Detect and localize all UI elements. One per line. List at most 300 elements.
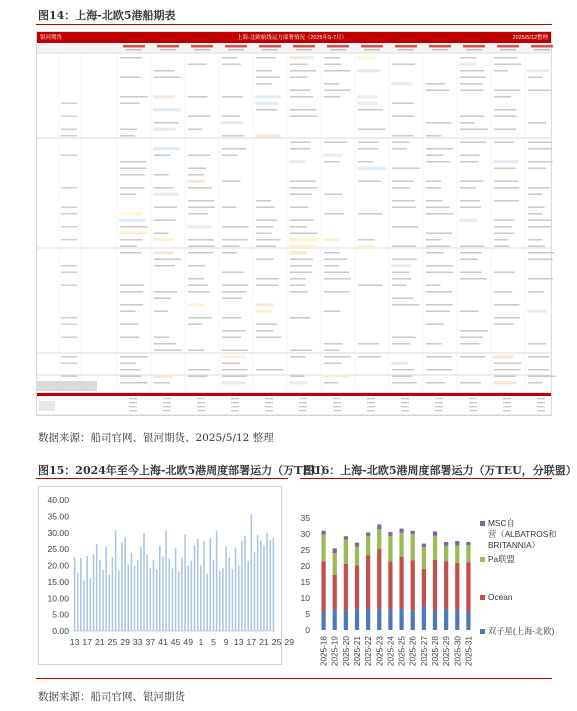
stacked-bar-segment [455,563,459,610]
schedule-cell [290,187,318,189]
schedule-summary-label [37,381,97,391]
x-tick-label: 29 [284,637,294,647]
schedule-cell [460,207,481,209]
stacked-bar-segment [411,611,415,630]
y-tick-label: 10 [300,593,310,603]
schedule-cell [154,291,177,293]
schedule-cell [494,246,509,248]
schedule-cell [188,168,206,170]
stacked-bar-segment [422,569,426,606]
schedule-cell [222,298,242,300]
bar [247,561,249,631]
stacked-bar-segment [388,609,392,630]
schedule-cell [528,226,551,228]
schedule-cell [460,122,475,124]
schedule-cell [358,285,382,287]
bar [213,560,215,631]
schedule-header-mark [259,45,281,48]
bar [102,570,104,631]
stacked-bar-segment [366,536,370,555]
schedule-cell [426,187,441,189]
schedule-cell [358,161,373,163]
schedule-cell [426,246,450,248]
y-tick-label: 20.00 [47,560,69,571]
stacked-bar-segment [444,561,448,609]
figure15-chart-frame [38,486,294,665]
schedule-cell-highlight [357,95,377,99]
schedule-cell [392,103,414,105]
schedule-cell [290,194,312,196]
stacked-bar-segment [444,542,448,546]
schedule-row-label [61,226,77,227]
schedule-cell [324,265,339,267]
schedule-cell [120,135,135,137]
stacked-bar-segment [411,531,415,535]
stacked-bar-segment [422,606,426,630]
schedule-cell [392,376,412,378]
schedule-summary-cell [503,398,511,399]
schedule-row-label [61,376,77,377]
schedule-cell [120,226,148,228]
schedule-cell [494,376,516,378]
schedule-cell [392,285,406,287]
schedule-cell [188,207,215,209]
schedule-row-label [61,135,77,136]
schedule-cell [188,116,211,118]
schedule-cell [154,174,169,176]
schedule-cell-highlight [493,355,514,359]
schedule-cell [494,363,522,365]
schedule-cell [188,200,214,202]
schedule-table [36,31,552,416]
schedule-cell [256,278,279,280]
bar [156,569,158,631]
schedule-cell [256,207,275,209]
schedule-cell [154,343,176,345]
schedule-cell-highlight [153,375,173,379]
schedule-cell [392,343,410,345]
schedule-cell [290,376,305,378]
schedule-summary-cell [503,406,511,407]
schedule-cell [222,181,241,183]
schedule-row-label [61,116,77,117]
schedule-cell [460,252,482,254]
schedule-cell [392,148,407,150]
stacked-bar-segment [344,611,348,630]
bar [260,541,262,631]
stacked-bar-segment [377,609,381,630]
bar [86,556,88,631]
schedule-row-label [61,337,77,338]
schedule-cell [188,265,205,267]
schedule-header-mark [191,45,213,48]
schedule-cell [528,239,542,241]
bar [162,557,164,631]
schedule-cell [290,90,310,92]
bar [140,547,142,631]
schedule-summary-cell [469,402,477,403]
schedule-cell [120,77,141,79]
schedule-summary-cell [435,406,443,407]
schedule-cell [120,129,137,131]
legend-label: Pa联盟 [488,554,515,564]
stacked-bar-segment [455,610,459,630]
schedule-cell [290,142,310,144]
schedule-cell [460,278,487,280]
schedule-header-mark [463,45,485,48]
schedule-cell [324,311,340,313]
schedule-header-mark [432,49,448,50]
schedule-cell-highlight [255,134,281,138]
bar [74,557,76,631]
schedule-cell-highlight [323,238,340,242]
schedule-summary-cell [265,402,273,403]
bar [105,547,107,631]
schedule-cell [120,57,142,59]
schedule-cell [358,356,381,358]
schedule-cell [154,265,175,267]
schedule-row-label [61,363,77,364]
bar [115,530,117,631]
schedule-cell [188,317,212,319]
schedule-summary-cell [367,402,375,403]
legend-label-line: MSC自 [488,518,515,528]
schedule-cell-highlight [119,212,143,216]
schedule-cell [528,161,553,163]
schedule-cell [392,207,416,209]
schedule-cell [358,213,382,215]
schedule-summary-cell [401,398,409,399]
schedule-cell [256,259,274,261]
schedule-cell-highlight [221,381,246,385]
schedule-cell [358,181,381,183]
bar [228,557,230,631]
schedule-header-mark [330,49,346,50]
schedule-cell [324,382,338,384]
schedule-summary-cell [265,406,273,407]
stacked-bar-segment [377,549,381,609]
schedule-cell [528,246,545,248]
schedule-cell [426,252,444,254]
bar [254,552,256,631]
schedule-cell [528,369,549,371]
schedule-cell [392,337,416,339]
schedule-row-label [61,187,77,188]
schedule-cell [290,285,305,287]
schedule-cell [154,337,169,339]
schedule-cell [120,252,142,254]
schedule-cell [358,239,375,241]
schedule-legend-block [39,401,55,411]
schedule-summary-cell [537,398,545,399]
schedule-cell [120,356,148,358]
schedule-cell [120,161,146,163]
schedule-cell [188,129,202,131]
bar [194,545,196,631]
schedule-cell [494,96,511,98]
schedule-cell [460,272,482,274]
x-tick-label: 41 [158,637,168,647]
schedule-summary-cell [537,402,545,403]
bar [187,566,189,632]
y-tick-label: 35 [300,513,310,523]
bar [150,568,152,631]
schedule-cell [324,83,339,85]
schedule-cell [256,239,281,241]
schedule-cell [324,96,340,98]
schedule-cell [222,330,245,332]
schedule-cell [460,337,483,339]
schedule-header-mark [194,49,210,50]
schedule-cell [392,168,420,170]
schedule-cell [188,376,207,378]
schedule-summary-cell [299,398,307,399]
x-tick-label: 2025-19 [330,636,340,667]
schedule-cell [494,57,517,59]
schedule-cell [290,64,307,66]
schedule-header-mark [327,45,349,48]
schedule-cell-highlight [289,251,306,255]
schedule-header-mark [534,49,550,50]
schedule-cell-highlight [289,160,305,164]
schedule-cell [528,168,546,170]
stacked-bar-segment [399,533,403,557]
schedule-cell [324,70,350,72]
schedule-header-mark [364,49,380,50]
schedule-cell [426,285,441,287]
x-tick-label: 2025-20 [341,636,351,667]
schedule-cell [460,356,485,358]
schedule-cell [392,278,411,280]
schedule-cell [188,155,210,157]
schedule-cell [256,220,277,222]
schedule-summary-cell [435,398,443,399]
schedule-cell-highlight [153,128,176,132]
stacked-bar-segment [422,547,426,569]
schedule-cell [154,350,181,352]
x-tick-label: 29 [120,637,130,647]
schedule-summary-cell [333,406,341,407]
schedule-cell-highlight [391,82,413,86]
x-tick-label: 2025-29 [442,636,452,667]
stacked-bar-segment [433,610,437,630]
bar [210,538,212,631]
bar [121,542,123,631]
schedule-cell-highlight [153,251,174,255]
schedule-cell [188,239,213,241]
schedule-cell [222,317,241,319]
bar [112,557,114,631]
schedule-cell [528,252,555,254]
schedule-cell [188,187,212,189]
x-tick-label: 1 [198,637,204,647]
schedule-cell [426,304,453,306]
bar [266,533,268,631]
schedule-cell [188,213,208,215]
footer-source: 数据来源：船司官网、银河期货 [38,691,185,703]
schedule-row-label [61,207,77,208]
schedule-row-label [61,272,77,273]
y-tick-label: 25.00 [47,544,69,555]
stacked-bar-segment [399,609,403,630]
schedule-cell-highlight [221,121,243,125]
schedule-cell [324,343,343,345]
figure15-chart [39,487,294,664]
schedule-header-mark [395,45,417,48]
schedule-cell [222,116,240,118]
schedule-row-label [61,155,77,156]
schedule-column-header [37,43,551,53]
schedule-cell-highlight [221,355,245,359]
schedule-header-mark [500,49,516,50]
bar [232,569,234,631]
schedule-summary-cell [129,398,137,399]
schedule-cell [494,109,516,111]
schedule-cell [154,220,176,222]
x-tick-label: 2025-23 [375,636,385,667]
schedule-cell-highlight [187,180,205,184]
y-tick-label: 15 [300,577,310,587]
schedule-cell [256,285,279,287]
schedule-cell [460,116,484,118]
bar [241,541,243,631]
bar [251,514,253,631]
schedule-cell [222,57,237,59]
schedule-cell [460,161,478,163]
schedule-cell [460,142,486,144]
schedule-cell [358,129,385,131]
x-tick-label: 2025-22 [364,636,374,667]
schedule-cell-highlight [323,375,350,379]
schedule-cell [528,194,542,196]
schedule-cell [256,246,276,248]
schedule-summary-cell [163,398,171,399]
schedule-cell [460,311,478,313]
schedule-header-mark [262,49,278,50]
schedule-cell [426,161,450,163]
schedule-cell [188,350,204,352]
schedule-cell [494,239,508,241]
schedule-cell [290,278,306,280]
schedule-cell [290,96,313,98]
schedule-cell [120,174,144,176]
schedule-cell [494,142,514,144]
schedule-cell [154,77,181,79]
stacked-bar-segment [444,546,448,561]
schedule-cell [358,142,379,144]
stacked-bar-segment [466,542,470,545]
schedule-cell-highlight [153,193,178,197]
schedule-cell [188,291,210,293]
footer-rule [36,678,552,679]
schedule-cell [460,343,479,345]
schedule-summary-cell [333,410,341,411]
schedule-cell [222,252,237,254]
schedule-cell [324,57,340,59]
figure16-title: 图16：上海-北欧5港周度部署运力（万TEU，分联盟） [303,464,577,477]
schedule-cell-highlight [459,63,476,67]
schedule-cell [358,148,378,150]
schedule-summary-cell [163,410,171,411]
bar [203,541,205,631]
bar [90,578,92,631]
schedule-summary-cell [129,402,137,403]
schedule-cell [222,135,244,137]
stacked-bar-segment [366,532,370,536]
schedule-cell [528,376,556,378]
schedule-cell [528,382,542,384]
schedule-cell [120,96,148,98]
schedule-cell [290,317,310,319]
schedule-cell [392,298,413,300]
figure14-title: 图14：上海-北欧5港船期表 [38,9,176,22]
schedule-cell [426,148,453,150]
schedule-row-label [61,285,77,286]
schedule-summary-cell [537,410,545,411]
schedule-summary-cell [197,410,205,411]
schedule-cell [392,181,413,183]
stacked-bar-segment [466,545,470,562]
schedule-cell [222,155,237,157]
y-tick-label: 25 [300,545,310,555]
bar [181,558,183,631]
stacked-bar-segment [388,536,392,562]
schedule-cell-highlight [357,102,378,106]
schedule-cell [324,356,351,358]
schedule-cell [290,116,317,118]
bar [99,560,101,631]
stacked-bar-segment [433,560,437,610]
schedule-cell-highlight [357,56,375,60]
schedule-cell-highlight [255,102,279,106]
stacked-bar-segment [411,534,415,560]
schedule-cell [426,90,449,92]
y-tick-label: 20 [300,561,310,571]
schedule-cell [426,207,450,209]
schedule-cell [290,291,308,293]
stacked-bar-segment [333,575,337,610]
schedule-cell [426,181,441,183]
schedule-cell [426,200,442,202]
schedule-cell [494,369,521,371]
schedule-cell [120,311,136,313]
schedule-title: 上海-北欧航线运力部署情况（2025年5-7月） [237,35,348,41]
x-tick-label: 25 [271,637,282,647]
schedule-cell [426,233,452,235]
schedule-cell-highlight [391,264,411,268]
schedule-summary-cell [231,398,239,399]
schedule-summary-cell [401,410,409,411]
y-tick-label: 30 [300,529,310,539]
schedule-cell [120,187,145,189]
schedule-summary-cell [299,402,307,403]
schedule-summary-cell [401,402,409,403]
schedule-summary-cell [163,402,171,403]
schedule-summary-cell [367,410,375,411]
schedule-cell [222,291,246,293]
schedule-cell [290,181,316,183]
stacked-bar-segment [321,535,325,562]
stacked-bar-segment [455,546,459,563]
schedule-summary-cell [265,410,273,411]
schedule-cell [290,272,312,274]
stacked-bar-segment [355,543,359,547]
schedule-cell [426,382,445,384]
schedule-cell [494,187,519,189]
stacked-bar-segment [344,564,348,611]
schedule-cell-highlight [289,56,314,60]
schedule-cell [426,356,452,358]
